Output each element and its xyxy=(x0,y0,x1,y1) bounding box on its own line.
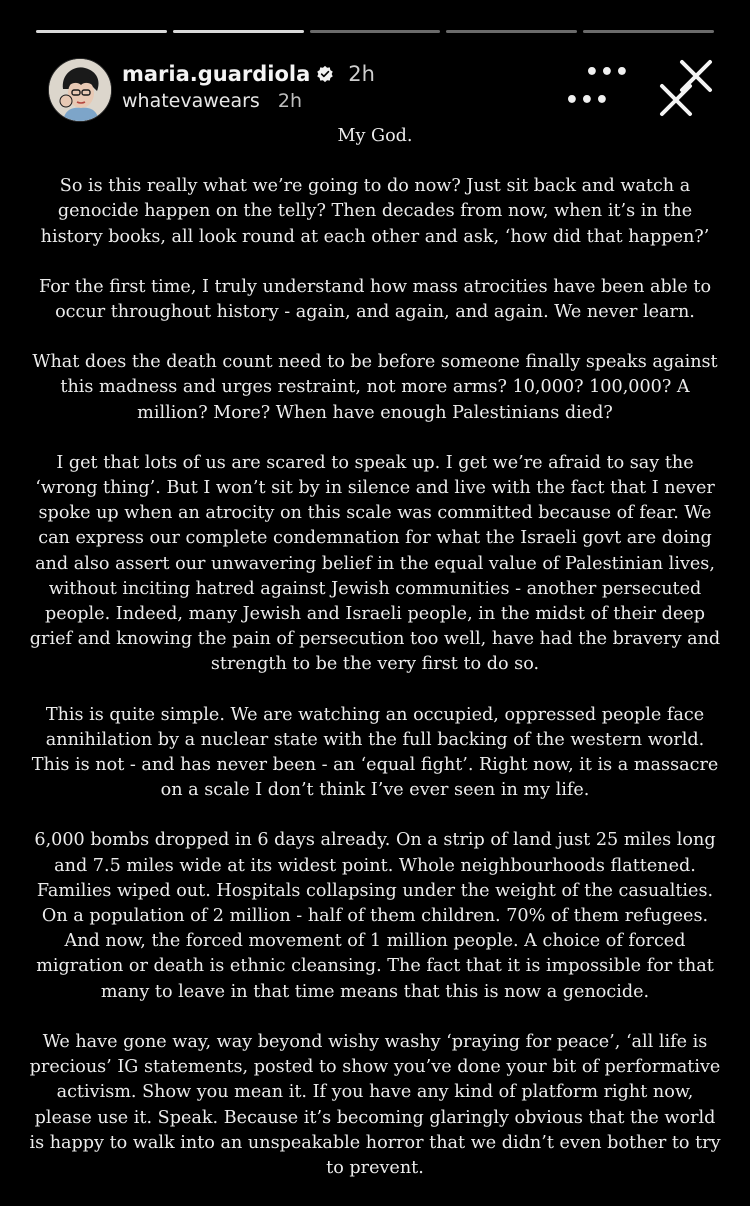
verified-badge-icon xyxy=(316,65,334,83)
story-progress-bars xyxy=(36,30,714,33)
story-heading: My God. xyxy=(337,126,413,146)
story-header xyxy=(44,56,720,126)
story-paragraph: This is quite simple. We are watching an occupied, oppressed people face annihilation by a nuclear state with the full backing of the western world. This is not - and has never been - an ‘equal fight’. Right now, it is a massacre on a scale I don’t think I’ve ever seen in my life. xyxy=(31,704,719,801)
username-link[interactable]: maria.guardiola xyxy=(122,62,311,86)
story-text-body xyxy=(26,124,724,1206)
story-paragraph: We have gone way, way beyond wishy washy ‘praying for peace’, ‘all life is precious’ IG statements, posted to show you’ve done your bit of performative activism. Show you mean it. If you have any kind of platform right now, please use it. Speak. Because it’s becoming glaringly obvious that the world is happy to walk into an unspeakable horror that we didn’t even bother to try to prevent. xyxy=(29,1031,721,1178)
story-progress-segment xyxy=(36,30,167,33)
close-icon[interactable] xyxy=(656,80,696,120)
story-progress-segment xyxy=(310,30,441,33)
more-options-icon[interactable]: ••• xyxy=(564,88,610,113)
story-paragraph: So is this really what we’re going to do now? Just sit back and watch a genocide happen on the telly? Then decades from now, when it’s in the history books, all look round at each other and ask, ‘how did that happen?’ xyxy=(40,176,710,247)
avatar-illustration-icon xyxy=(49,59,111,121)
more-options-icon[interactable]: ••• xyxy=(584,60,630,85)
story-paragraph: 6,000 bombs dropped in 6 days already. On a strip of land just 25 miles long and 7.5 miles wide at its widest point. Whole neighbourhoods flattened. Families wiped out. Hospitals collapsing under the weight of the casualties. On a population of 2 million - half of them children. 70% of them refugees. And now, the forced movement of 1 million people. A choice of forced migration or death is ethnic cleansing. The fact that it is impossible for that many to leave in that time means that this is now a genocide. xyxy=(34,830,716,1002)
story-progress-segment xyxy=(583,30,714,33)
post-timestamp: 2h xyxy=(348,62,375,86)
story-paragraph: I get that lots of us are scared to speak up. I get we’re afraid to say the ‘wrong thing’. But I won’t sit by in silence and live with the fact that I never spoke up when an atrocity on this scale was committed because of fear. We can express our complete condemnation for what the Israeli govt are doing and also assert our unwavering belief in the equal value of Palestinian lives, without inciting hatred against Jewish communities - another persecuted people. Indeed, many Jewish and Israeli people, in the midst of their deep grief and knowing the pain of persecution too well, have had the bravery and strength to be the very first to do so. xyxy=(29,452,721,675)
story-paragraph: For the first time, I truly understand how mass atrocities have been able to occur throughout history - again, and again, and again. We never learn. xyxy=(38,276,712,323)
reshared-username-link[interactable]: whatevawears xyxy=(122,90,260,112)
reshared-from-row xyxy=(122,90,302,112)
story-paragraph: What does the death count need to be before someone finally speaks against this madness and urges restraint, not more arms? 10,000? 100,000? A million? More? When have enough Palestinians died? xyxy=(32,352,718,423)
story-progress-segment xyxy=(446,30,577,33)
story-username-row xyxy=(122,62,375,86)
story-progress-segment xyxy=(173,30,304,33)
avatar[interactable] xyxy=(48,58,112,122)
reshared-timestamp: 2h xyxy=(277,90,303,112)
